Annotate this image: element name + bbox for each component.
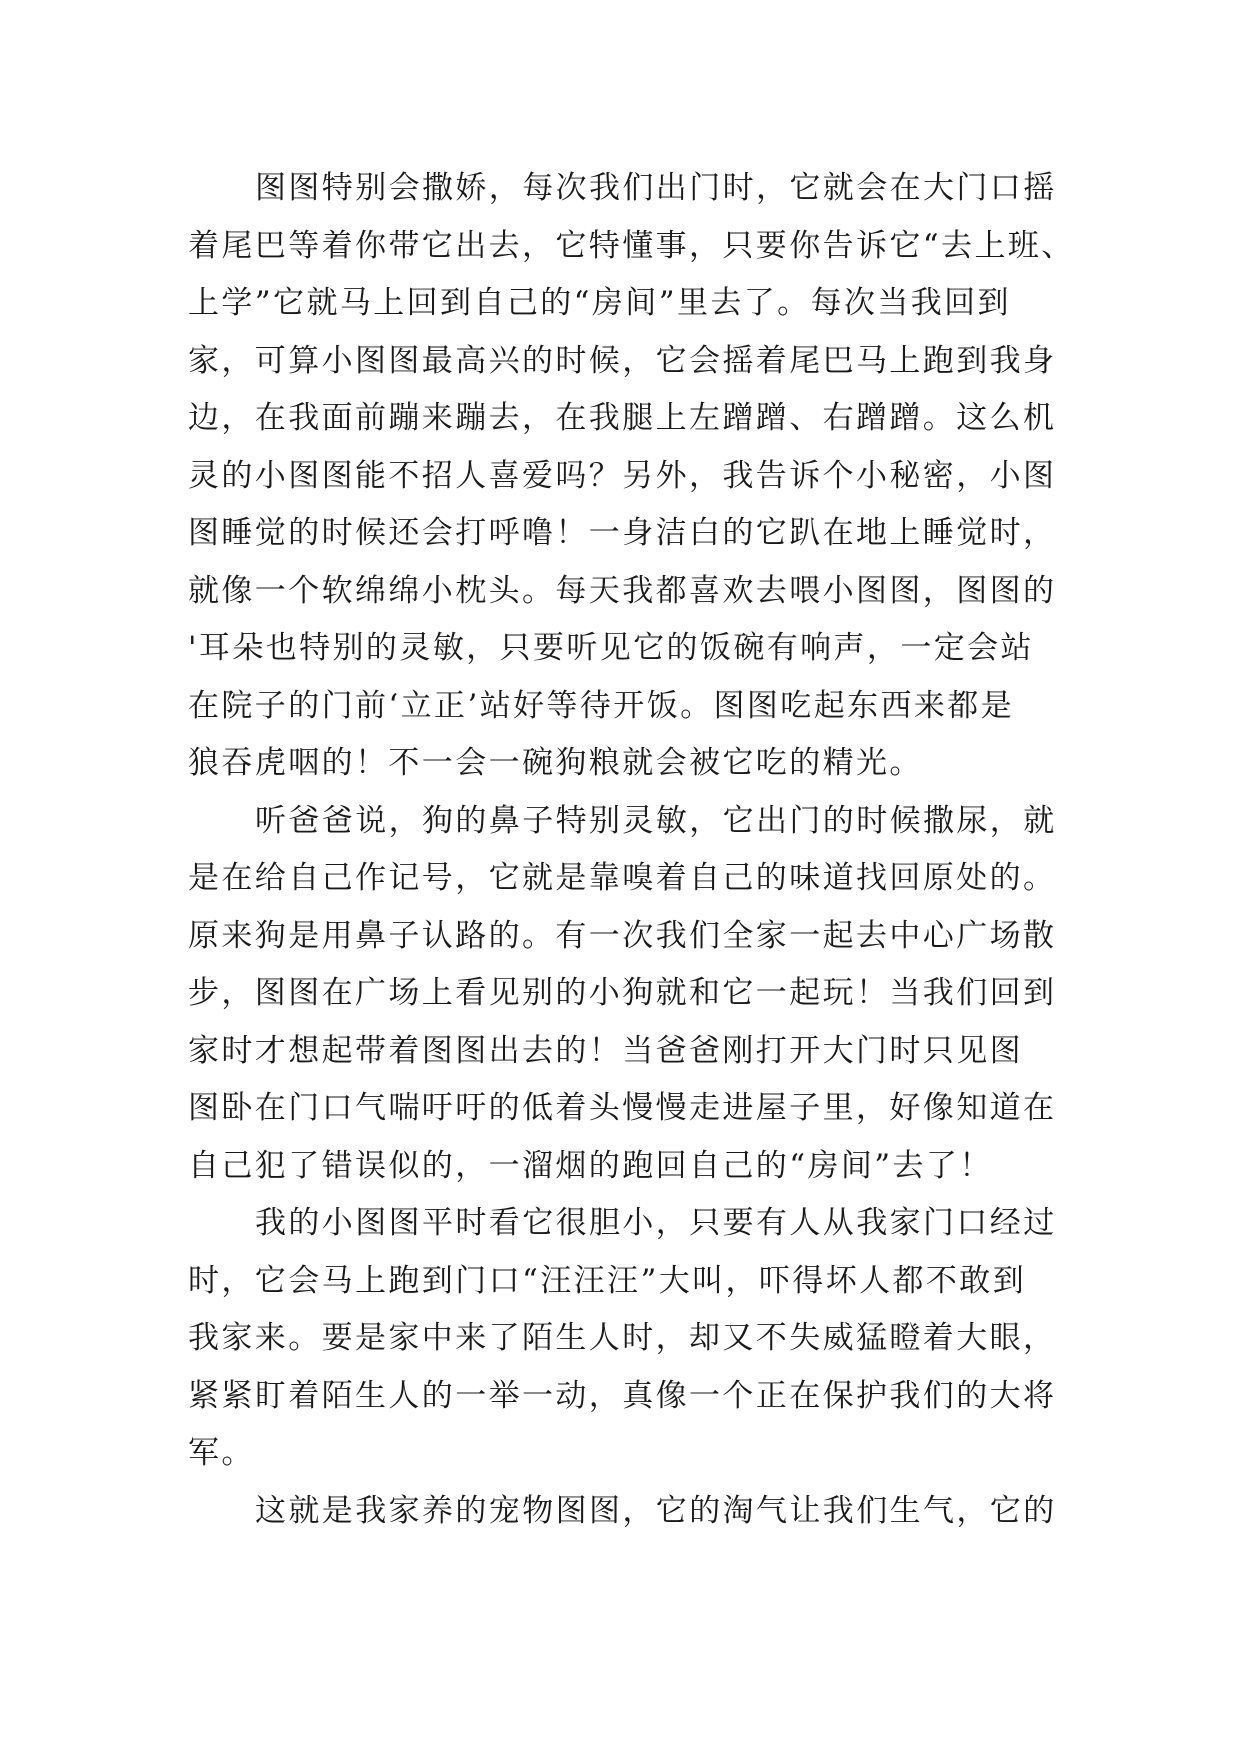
- text-line: 图睡觉的时候还会打呼噜！一身洁白的它趴在地上睡觉时，: [188, 515, 1057, 551]
- text-line: 家时才想起带着图图出去的！当爸爸刚打开大门时只见图: [188, 1032, 1023, 1069]
- text-line: 图图特别会撒娇，每次我们出门时，它就会在大门口摇: [255, 170, 1057, 206]
- paragraph-4: [188, 1483, 1058, 1541]
- paragraph-1: [188, 160, 1075, 793]
- text-line: 我家来。要是家中来了陌生人时，却又不失威猛瞪着大眼，: [188, 1320, 1057, 1356]
- text-line: 图卧在门口气喘吁吁的低着头慢慢走进屋子里，好像知道在: [188, 1090, 1057, 1126]
- text-line: 是在给自己作记号，它就是靠嗅着自己的味道找回原处的。: [188, 860, 1057, 896]
- text-line: 自己犯了错误似的，一溜烟的跑回自己的“房间”去了！: [188, 1147, 993, 1184]
- document-body: [188, 160, 1075, 1540]
- paragraph-3: [188, 1195, 1058, 1483]
- text-line: 我的小图图平时看它很胆小，只要有人从我家门口经过: [255, 1205, 1057, 1241]
- text-line: 这就是我家养的宠物图图，它的淘气让我们生气，它的: [255, 1492, 1057, 1529]
- paragraph-2: [188, 793, 1058, 1196]
- text-line: 时，它会马上跑到门口“汪汪汪”大叫，吓得坏人都不敢到: [188, 1262, 1027, 1299]
- text-line: 上学”它就马上回到自己的“房间”里去了。每次当我回到: [188, 285, 1011, 321]
- text-line: 边，在我面前蹦来蹦去，在我腿上左蹭蹭、右蹭蹭。这么机: [188, 400, 1057, 436]
- text-line: '耳朵也特别的灵敏，只要听见它的饭碗有响声，一定会站: [188, 630, 1034, 666]
- text-line: 就像一个软绵绵小枕头。每天我都喜欢去喂小图图，图图的: [188, 572, 1057, 609]
- text-line: 在院子的门前‘立正’站好等待开饭。图图吃起东西来都是: [188, 687, 1015, 724]
- text-line: 紧紧盯着陌生人的一举一动，真像一个正在保护我们的大将: [188, 1377, 1057, 1414]
- text-line: 听爸爸说，狗的鼻子特别灵敏，它出门的时候撒尿，就: [255, 802, 1057, 839]
- text-line: 家，可算小图图最高兴的时候，它会摇着尾巴马上跑到我身: [188, 342, 1057, 379]
- text-line: 军。: [188, 1435, 255, 1471]
- text-line: 着尾巴等着你带它出去，它特懂事，只要你告诉它“去上班、: [188, 227, 1075, 264]
- text-line: 灵的小图图能不招人喜爱吗？另外，我告诉个小秘密，小图: [188, 457, 1057, 494]
- text-line: 步，图图在广场上看见别的小狗就和它一起玩！当我们回到: [188, 975, 1057, 1011]
- text-line: 原来狗是用鼻子认路的。有一次我们全家一起去中心广场散: [188, 917, 1057, 954]
- text-line: 狼吞虎咽的！不一会一碗狗粮就会被它吃的精光。: [188, 745, 923, 781]
